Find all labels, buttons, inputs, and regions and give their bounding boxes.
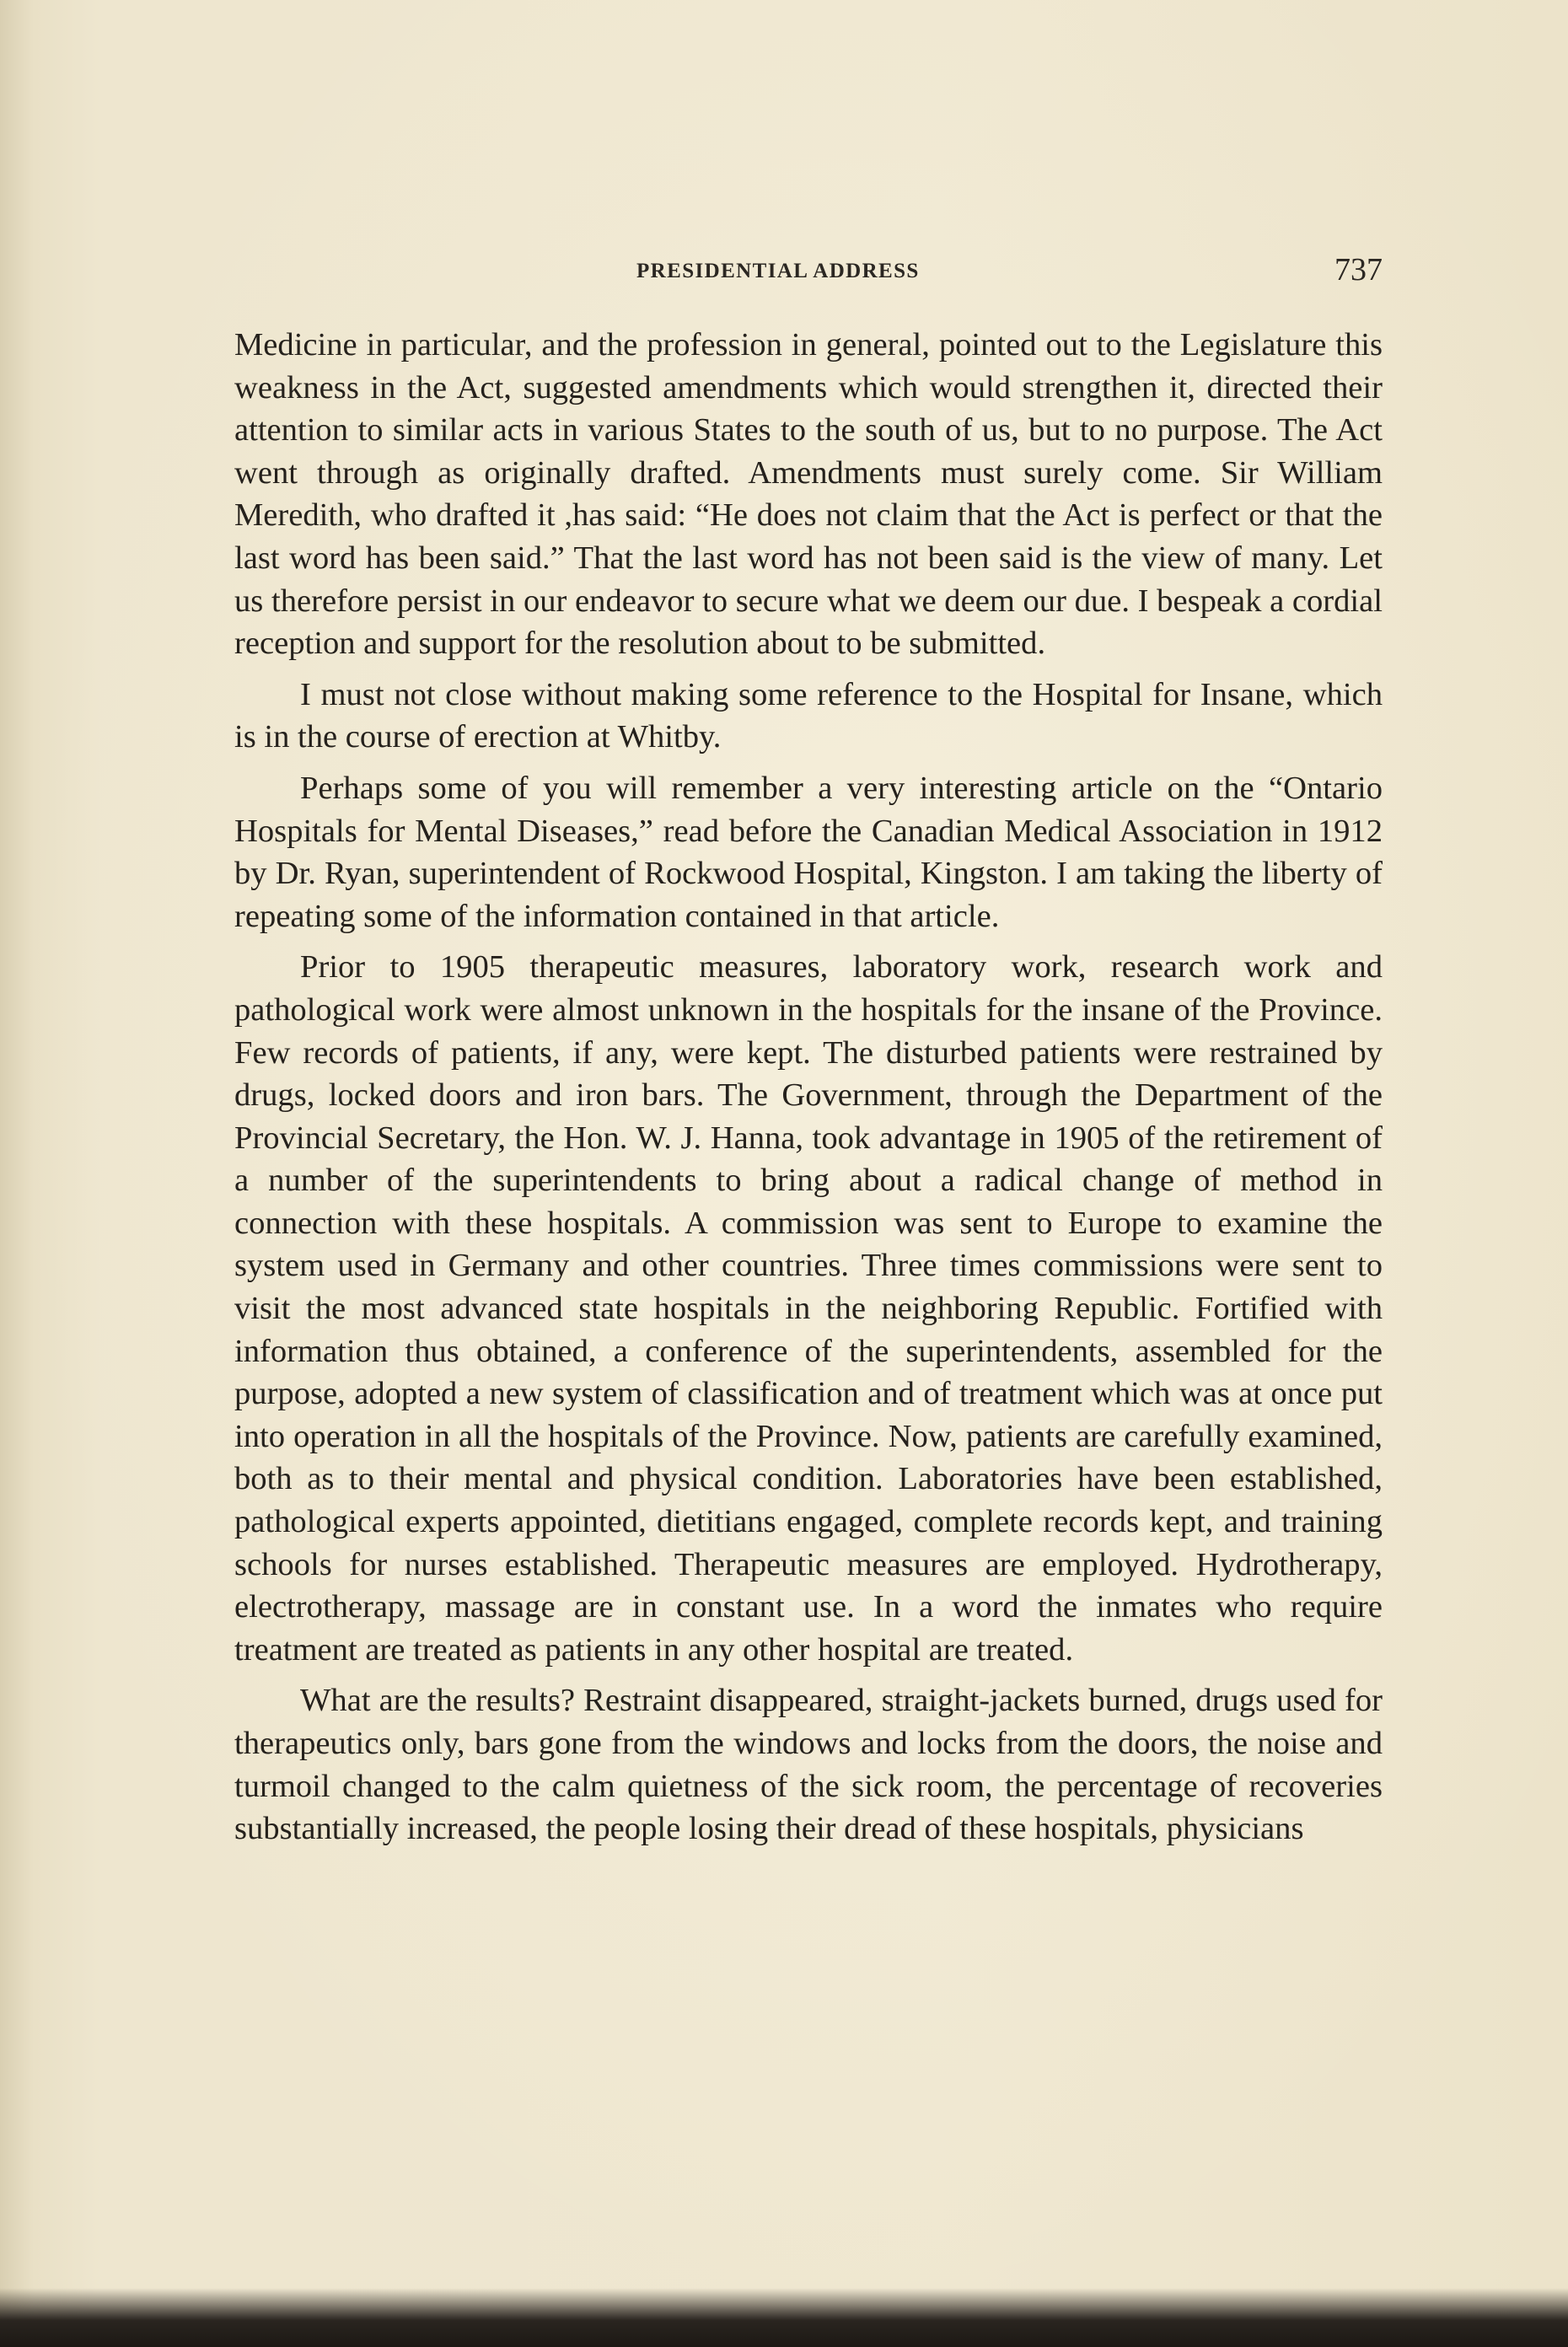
page-bottom-shadow — [0, 2288, 1568, 2347]
paragraph-continuation: Medicine in particular, and the profession in general, pointed out to the Legislature this weakness in the Act, suggested amendments which would strengthen it, directed their attention to similar acts in various States to the south of us, but to no purpose. The Act went through as originally drafted. Amendments must surely come. Sir William Meredith, who drafted it ,has said: “He does not claim that the Act is perfect or that the last word has been said.” That the last word has not been said is the view of many. Let us therefore persist in our endeavor to secure what we deem our due. I bespeak a cordial reception and support for the resolution about to be submitted. — [234, 327, 1383, 662]
page-header — [236, 252, 1383, 297]
paragraph-ryan-article: Perhaps some of you will remember a very interesting article on the “Ontario Hospitals for Mental Diseases,” read before the Canadian Medical Association in 1912 by Dr. Ryan, superintendent of Rockwood Hospital, Kingston. I am taking the liberty of repeating some of the information contained in that article. — [234, 770, 1383, 934]
paragraph-results: What are the results? Restraint disappeared, straight-jackets burned, drugs used for therapeutics only, bars gone from the windows and locks from the doors, the noise and turmoil changed to the calm quietness of the sick room, the percentage of recoveries substantially increased, the people losing their dread of these hospitals, physicians — [234, 1683, 1383, 1847]
paragraph-prior-to-1905: Prior to 1905 therapeutic measures, laboratory work, research work and pathological work were almost unknown in the hospitals for the insane of the Province. Few records of patients, if any, were kept. The disturbed patients were restrained by drugs, locked doors and iron bars. The Government, through the Department of the Provincial Secretary, the Hon. W. J. Hanna, took advantage in 1905 of the retirement of a number of the superintendents to bring about a radical change of method in connection with these hospitals. A commission was sent to Europe to examine the system used in Germany and other countries. Three times commissions were sent to visit the most advanced state hospitals in the neighboring Republic. Fortified with information thus obtained, a conference of the superintendents, assembled for the purpose, adopted a new system of classification and of treatment which was at once put into operation in all the hospitals of the Province. Now, patients are carefully examined, both as to their mental and physical condition. Laboratories have been established, pathological experts appointed, dietitians engaged, complete records kept, and training schools for nurses established. Therapeutic measures are employed. Hydrotherapy, electrotherapy, massage are in constant use. In a word the inmates who require treatment are treated as patients in any other hospital are treated. — [234, 949, 1383, 1668]
page-number: 737 — [1334, 252, 1383, 287]
paragraph-whitby: I must not close without making some reference to the Hospital for Insane, which is in the course of erection at Whitby. — [234, 676, 1383, 755]
body-text — [234, 324, 1383, 1859]
running-head: PRESIDENTIAL ADDRESS — [636, 260, 920, 282]
